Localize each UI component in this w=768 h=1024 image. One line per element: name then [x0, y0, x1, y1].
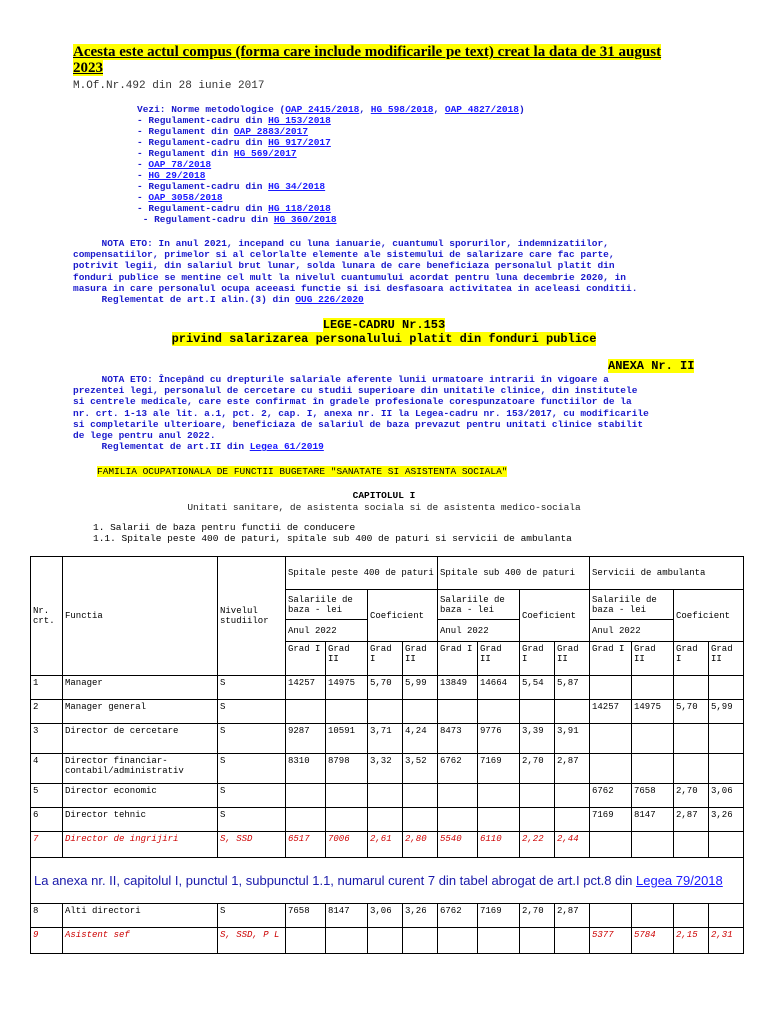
cell-value: [403, 808, 438, 832]
cell-functia: Director financiar-contabil/administrativ: [63, 754, 218, 784]
cell-nr: 5: [31, 784, 63, 808]
cell-value: [438, 700, 478, 724]
cell-value: 5540: [438, 832, 478, 858]
ref-link[interactable]: HG 34/2018: [268, 181, 326, 192]
coef-header: Coeficient: [368, 590, 438, 642]
cell-value: [326, 928, 368, 954]
salariile-header: Salariile de baza - lei: [590, 590, 674, 620]
cell-value: [709, 832, 744, 858]
capitol-title: CAPITOLUL I: [352, 490, 416, 501]
cell-value: 5,70: [674, 700, 709, 724]
table-row: [31, 832, 744, 858]
nota-line: fonduri publice se mentine cel mult la nivelul cuantumului acordat pentru luna decembrie 2020, in: [73, 271, 626, 283]
group-header: Spitale peste 400 de paturi: [286, 557, 438, 590]
cell-value: 5,54: [520, 676, 555, 700]
year-header: Anul 2022: [438, 620, 520, 642]
cell-functia: Director tehnic: [63, 808, 218, 832]
table-row: [31, 676, 744, 700]
cell-value: 14257: [286, 676, 326, 700]
grad-header: Grad I: [368, 642, 403, 676]
grad-header: Grad I: [590, 642, 632, 676]
document-title: Acesta este actul compus (forma care include modificarile pe text) creat la data de 31 august 2023: [73, 44, 662, 76]
salariile-header: Salariile de baza - lei: [286, 590, 368, 620]
nota-line: compensatiilor, primelor si al celorlalte elemente ale sistemului de salarizare care fac parte,: [73, 249, 615, 261]
cell-value: 3,52: [403, 754, 438, 784]
grad-header: Grad II: [326, 642, 368, 676]
cell-value: [368, 784, 403, 808]
cell-value: 2,70: [674, 784, 709, 808]
anexa-heading: ANEXA Nr. II: [608, 359, 695, 373]
grad-header: Grad I: [520, 642, 555, 676]
cell-nr: 9: [31, 928, 63, 954]
nota-line: prezentei legi, personalul de cercetare cu studii superioare din unitatile clinice, din institutele: [73, 385, 638, 397]
coef-header: Coeficient: [520, 590, 590, 642]
cell-value: 6762: [438, 754, 478, 784]
cell-value: [368, 928, 403, 954]
cell-value: 13849: [438, 676, 478, 700]
cell-value: [674, 676, 709, 700]
cell-value: [674, 724, 709, 754]
cell-functia: Manager general: [63, 700, 218, 724]
cell-value: 2,70: [520, 904, 555, 928]
cell-value: 3,71: [368, 724, 403, 754]
table-row: [31, 784, 744, 808]
cell-value: [438, 808, 478, 832]
cell-value: [709, 904, 744, 928]
law-number: LEGE-CADRU Nr.153: [322, 318, 446, 332]
cell-functia: Asistent sef: [63, 928, 218, 954]
nota-line: potrivit legii, din salariul brut lunar, solda lunara de care beneficiaza personalul platit din: [73, 260, 615, 272]
grad-header: Grad I: [674, 642, 709, 676]
amendment-link[interactable]: Legea 79/2018: [636, 873, 723, 888]
nota-line: masura in care personalul ocupa aceeasi functie si isi desfasoara activitatea in aceleasi conditii.: [73, 282, 638, 294]
cell-value: 14975: [326, 676, 368, 700]
cell-value: [520, 808, 555, 832]
cell-nr: 3: [31, 724, 63, 754]
ref-link[interactable]: HG 917/2017: [268, 137, 331, 148]
cell-nivel: S: [218, 904, 286, 928]
cell-value: [326, 784, 368, 808]
cell-value: [632, 676, 674, 700]
cell-functia: Director de cercetare: [63, 724, 218, 754]
cell-value: 7169: [478, 754, 520, 784]
table-row: [31, 928, 744, 954]
nota-line: si centrele medicale, care este confirmat în gradele profesionale corespunzatoare functiilor de la: [73, 396, 632, 408]
cell-value: 3,26: [403, 904, 438, 928]
cell-value: [478, 808, 520, 832]
cell-nr: 2: [31, 700, 63, 724]
cell-value: 3,32: [368, 754, 403, 784]
cell-value: [438, 784, 478, 808]
cell-functia: Alti directori: [63, 904, 218, 928]
cell-value: 3,06: [709, 784, 744, 808]
cell-value: 14664: [478, 676, 520, 700]
ref-item: - Regulament-cadru din HG 153/2018: [137, 115, 331, 126]
ref-item: - Regulament-cadru din HG 34/2018: [137, 181, 326, 192]
cell-value: [555, 700, 590, 724]
nota-line: de lege pentru anul 2022.: [73, 430, 216, 442]
cell-value: [590, 754, 632, 784]
cell-value: [286, 928, 326, 954]
cell-value: [709, 724, 744, 754]
nota-line: si completarile ulterioare, beneficiaza de salariul de baza prevazut pentru unitati clinice stabilit: [73, 418, 644, 430]
cell-value: [632, 754, 674, 784]
cell-value: 7169: [478, 904, 520, 928]
cell-value: 5,99: [709, 700, 744, 724]
nota-eto-cercetare: NOTA ETO: Începând cu drepturile salariale aferente lunii urmatoare intrarii în vigoare a prezentei legi, personalul de cercetare cu studii superioare din unitatile clinice, din institutele si centrele medicale, care este confirmat în gradele profesionale corespunzatoare functiilor de la nr. crt. 1-13 ale lit. a.1, pct. 2, cap. I, anexa nr. II la Legea-cadru nr. 153/2017, cu modificarile si completarile ulterioare, beneficiaza de salariul de baza prevazut pentru unitati clinice stabilit de lege pentru anul 2022. Reglementat de art.II din Legea 61/2019: [73, 374, 649, 453]
cell-value: 14257: [590, 700, 632, 724]
references-block: [137, 104, 525, 225]
cell-value: 2,31: [709, 928, 744, 954]
col-header-nivel: Nivelul studiilor: [218, 557, 286, 676]
cell-nivel: S: [218, 784, 286, 808]
section-1: 1. Salarii de baza pentru functii de conducere: [93, 522, 356, 533]
cell-value: 5784: [632, 928, 674, 954]
ref-link[interactable]: OAP 3058/2018: [148, 192, 223, 203]
ref-item: - Regulament din OAP 2883/2017: [137, 126, 309, 137]
cell-value: 2,15: [674, 928, 709, 954]
cell-value: 9776: [478, 724, 520, 754]
cell-nivel: S: [218, 676, 286, 700]
table-row: [31, 724, 744, 754]
cell-value: [674, 754, 709, 784]
ref-link[interactable]: HG 360/2018: [273, 214, 337, 225]
ref-item: - OAP 78/2018: [137, 159, 212, 170]
cell-value: [555, 808, 590, 832]
cell-value: [520, 700, 555, 724]
cell-value: 2,80: [403, 832, 438, 858]
cell-value: 6110: [478, 832, 520, 858]
ref-link[interactable]: OAP 2883/2017: [233, 126, 309, 137]
table-row: [31, 700, 744, 724]
ref-list: [137, 115, 525, 225]
salary-table: [30, 556, 744, 954]
cell-nr: 6: [31, 808, 63, 832]
grad-header: Grad II: [555, 642, 590, 676]
cell-value: [590, 724, 632, 754]
grad-header: Grad II: [403, 642, 438, 676]
cell-functia: Manager: [63, 676, 218, 700]
table-row: [31, 904, 744, 928]
cell-value: [709, 754, 744, 784]
cell-functia: Director economic: [63, 784, 218, 808]
cell-value: [632, 832, 674, 858]
cell-value: [478, 928, 520, 954]
cell-value: [590, 676, 632, 700]
cell-value: [368, 700, 403, 724]
group-header: Spitale sub 400 de paturi: [438, 557, 590, 590]
cell-value: 6762: [438, 904, 478, 928]
cell-value: 8147: [326, 904, 368, 928]
cell-value: 3,06: [368, 904, 403, 928]
cell-value: [286, 784, 326, 808]
cell-value: [326, 808, 368, 832]
vezi-line: Vezi: Norme metodologice (OAP 2415/2018, HG 598/2018, OAP 4827/2018): [137, 104, 525, 115]
cell-value: 10591: [326, 724, 368, 754]
cell-value: [674, 904, 709, 928]
cell-value: 4,24: [403, 724, 438, 754]
cell-functia: Director de ingrijiri: [63, 832, 218, 858]
ref-item: - Regulament-cadru din HG 118/2018: [137, 203, 331, 214]
ref-item: - Regulament-cadru din HG 917/2017: [137, 137, 331, 148]
ref-link[interactable]: OAP 78/2018: [148, 159, 212, 170]
cell-value: 5377: [590, 928, 632, 954]
law-title: [0, 318, 768, 346]
ref-link[interactable]: HG 569/2017: [233, 148, 297, 159]
cell-value: [590, 832, 632, 858]
cell-nr: 1: [31, 676, 63, 700]
cell-value: [555, 928, 590, 954]
cell-value: 2,87: [555, 904, 590, 928]
cell-value: 2,44: [555, 832, 590, 858]
ref-link[interactable]: OAP 4827/2018: [444, 104, 520, 115]
cell-value: 9287: [286, 724, 326, 754]
law-subject: privind salarizarea personalului platit din fonduri publice: [171, 332, 597, 346]
cell-value: [478, 784, 520, 808]
grad-header: Grad II: [478, 642, 520, 676]
cell-value: [438, 928, 478, 954]
cell-nivel: S: [218, 808, 286, 832]
grad-header: Grad II: [632, 642, 674, 676]
nota-line: NOTA ETO: In anul 2021, incepand cu luna ianuarie, cuantumul sporurilor, indemnizatiilor,: [73, 238, 609, 249]
cell-value: [632, 904, 674, 928]
table-row: [31, 754, 744, 784]
cell-nr: 4: [31, 754, 63, 784]
group-header: Servicii de ambulanta: [590, 557, 744, 590]
cell-nivel: S, SSD: [218, 832, 286, 858]
section-1-1: 1.1. Spitale peste 400 de paturi, spitale sub 400 de paturi si servicii de ambulanta: [93, 533, 572, 544]
cell-value: [286, 808, 326, 832]
cell-nr: 8: [31, 904, 63, 928]
cell-value: 2,87: [555, 754, 590, 784]
cell-value: 6762: [590, 784, 632, 808]
ref-link[interactable]: HG 29/2018: [148, 170, 206, 181]
familia-ocupationala: FAMILIA OCUPATIONALA DE FUNCTII BUGETARE "SANATATE SI ASISTENTA SOCIALA": [97, 466, 508, 477]
cell-value: 14975: [632, 700, 674, 724]
cell-value: [403, 700, 438, 724]
capitol-subtitle: Unitati sanitare, de asistenta sociala si de asistenta medico-sociala: [187, 502, 581, 513]
cell-value: 6517: [286, 832, 326, 858]
cell-nivel: S: [218, 700, 286, 724]
cell-nr: 7: [31, 832, 63, 858]
year-header: Anul 2022: [590, 620, 674, 642]
nota-line: NOTA ETO: Începând cu drepturile salariale aferente lunii urmatoare intrarii în vigoare a: [73, 374, 609, 385]
lege-link[interactable]: Legea 61/2019: [249, 441, 324, 453]
cell-value: 7006: [326, 832, 368, 858]
monitorul-oficial-ref: M.Of.Nr.492 din 28 iunie 2017: [73, 80, 265, 92]
cell-value: [674, 832, 709, 858]
nota-line: nr. crt. 1-13 ale lit. a.1, pct. 2, cap. I, anexa nr. II la Legea-cadru nr. 153/2017, cu modificarile: [73, 407, 649, 419]
ref-link[interactable]: HG 118/2018: [268, 203, 331, 214]
grad-header: Grad I: [286, 642, 326, 676]
coef-header: Coeficient: [674, 590, 744, 642]
cell-value: [590, 904, 632, 928]
cell-value: 7169: [590, 808, 632, 832]
ref-link[interactable]: HG 153/2018: [268, 115, 331, 126]
oug-link[interactable]: OUG 226/2020: [295, 294, 364, 306]
cell-value: 8798: [326, 754, 368, 784]
cell-value: 3,91: [555, 724, 590, 754]
amendment-note-row: La anexa nr. II, capitolul I, punctul 1, subpunctul 1.1, numarul curent 7 din tabel abrogat de art.I pct.8 din Legea 79/2018: [31, 858, 744, 904]
cell-value: 8147: [632, 808, 674, 832]
cell-nivel: S: [218, 754, 286, 784]
cell-value: 5,99: [403, 676, 438, 700]
cell-value: [520, 928, 555, 954]
ref-item: - OAP 3058/2018: [137, 192, 223, 203]
cell-value: [478, 700, 520, 724]
year-header: Anul 2022: [286, 620, 368, 642]
ref-item: - Regulament din HG 569/2017: [137, 148, 297, 159]
col-header-functia: Functia: [63, 557, 218, 676]
cell-value: [632, 724, 674, 754]
cell-value: 2,22: [520, 832, 555, 858]
cell-value: 3,26: [709, 808, 744, 832]
cell-value: [286, 700, 326, 724]
table-row: [31, 808, 744, 832]
ref-item: - Regulament-cadru din HG 360/2018: [137, 214, 337, 225]
cell-value: [403, 784, 438, 808]
cell-value: 7658: [632, 784, 674, 808]
cell-value: [403, 928, 438, 954]
grad-header: Grad I: [438, 642, 478, 676]
cell-value: 2,70: [520, 754, 555, 784]
cell-value: [326, 700, 368, 724]
nota-eto-2021: NOTA ETO: In anul 2021, incepand cu luna ianuarie, cuantumul sporurilor, indemnizatiilor, compensatiilor, primelor si al celorlalte elemente ale sistemului de salarizare care fac parte, potrivit legii, din salariul brut lunar, solda lunara de care beneficiaza personalul platit din fonduri publice se mentine cel mult la nivelul cuantumului acordat pentru luna decembrie 2020, in masura in care personalul ocupa aceeasi functie si isi desfasoara activitatea in aceleasi conditii. Reglementat de art.I alin.(3) din OUG 226/2020: [73, 238, 638, 306]
ref-link[interactable]: OAP 2415/2018: [285, 104, 360, 115]
salariile-header: Salariile de baza - lei: [438, 590, 520, 620]
ref-item: - HG 29/2018: [137, 170, 206, 181]
cell-value: 5,87: [555, 676, 590, 700]
cell-value: [520, 784, 555, 808]
cell-nivel: S, SSD, P L: [218, 928, 286, 954]
cell-value: 8310: [286, 754, 326, 784]
cell-value: [368, 808, 403, 832]
ref-link[interactable]: HG 598/2018: [370, 104, 434, 115]
col-header-nr: Nr. crt.: [31, 557, 63, 676]
cell-nivel: S: [218, 724, 286, 754]
cell-value: 7658: [286, 904, 326, 928]
cell-value: 3,39: [520, 724, 555, 754]
cell-value: 5,70: [368, 676, 403, 700]
cell-value: [555, 784, 590, 808]
cell-value: 2,61: [368, 832, 403, 858]
grad-header: Grad II: [709, 642, 744, 676]
cell-value: 8473: [438, 724, 478, 754]
cell-value: [709, 676, 744, 700]
cell-value: 2,87: [674, 808, 709, 832]
